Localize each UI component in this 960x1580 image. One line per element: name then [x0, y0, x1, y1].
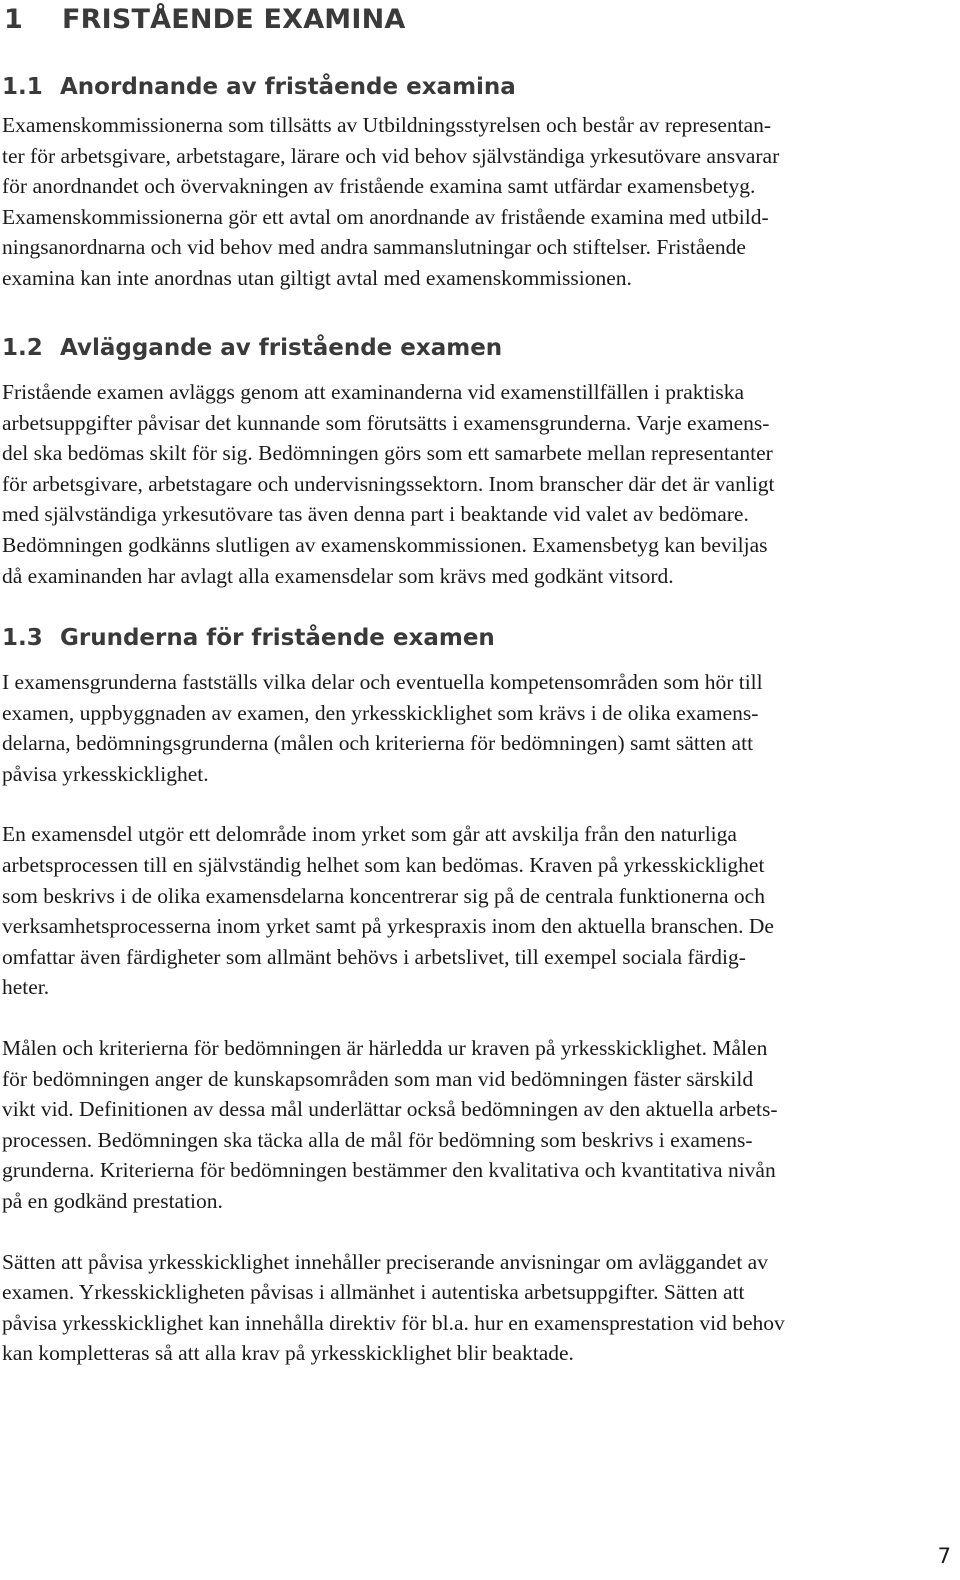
text-line: heter. — [2, 975, 50, 1000]
text-line: på en godkänd prestation. — [2, 1188, 223, 1213]
text-line: Bedömningen godkänns slutligen av examenskommissionen. Examensbetyg kan beviljas — [2, 532, 768, 557]
text-line: kan kompletteras så att alla krav på yrkesskicklighet blir beaktade. — [2, 1341, 574, 1366]
text-line: för arbetsgivare, arbetstagare och undervisningssektorn. Inom branscher där det är vanligt — [2, 471, 775, 496]
text-line: för anordnandet och övervakningen av fristående examina samt utfärdar examensbetyg. — [2, 174, 756, 199]
text-line: Sätten att påvisa yrkesskicklighet innehåller preciserande anvisningar om avläggandet av — [2, 1249, 768, 1274]
paragraph — [2, 667, 952, 789]
text-line: ningsanordnarna och vid behov med andra sammanslutningar och stiftelser. Fristående — [2, 235, 746, 260]
section-heading — [2, 331, 952, 365]
paragraph — [2, 819, 952, 1003]
text-line: arbetsuppgifter påvisar det kunnande som förutsätts i examensgrunderna. Varje examens- — [2, 410, 770, 435]
text-line: Examenskommissionerna som tillsätts av Utbildningsstyrelsen och består av representan- — [2, 113, 772, 137]
section-number: 1.2 — [2, 335, 43, 361]
section-heading — [2, 70, 952, 104]
text-line: del ska bedömas skilt för sig. Bedömningen görs som ett samarbete mellan representanter — [2, 441, 773, 466]
text-line: En examensdel utgör ett delområde inom yrket som går att avskilja från den naturliga — [2, 822, 737, 847]
chapter-number: 1 — [4, 4, 23, 35]
text-line: verksamhetsprocesserna inom yrket samt på yrkespraxis inom den aktuella branschen. De — [2, 914, 774, 939]
text-line: som beskrivs i de olika examensdelarna koncentrerar sig på de centrala funktionerna och — [2, 883, 765, 908]
paragraph — [2, 1247, 952, 1369]
text-line: vikt vid. Definitionen av dessa mål underlättar också bedömningen av den aktuella arbets- — [2, 1097, 778, 1122]
text-line: grunderna. Kriterierna för bedömningen bestämmer den kvalitativa och kvantitativa nivån — [2, 1158, 776, 1183]
text-line: arbetsprocessen till en självständig helhet som kan bedömas. Kraven på yrkesskicklighet — [2, 852, 765, 877]
paragraph — [2, 377, 952, 591]
section-heading — [2, 621, 952, 655]
text-line: för bedömningen anger de kunskapsområden som man vid bedömningen fäster särskild — [2, 1066, 754, 1091]
section-title: Grunderna för fristående examen — [60, 625, 495, 651]
paragraph — [2, 110, 952, 294]
section-1-1 — [2, 70, 952, 294]
text-line: processen. Bedömningen ska täcka alla de mål för bedömning som beskrivs i examens- — [2, 1127, 753, 1152]
section-1-3 — [2, 621, 952, 1369]
text-line: examen. Yrkesskickligheten påvisas i allmänhet i autentiska arbetsuppgifter. Sätten att — [2, 1280, 745, 1305]
chapter-title — [4, 2, 406, 38]
text-line: examen, uppbyggnaden av examen, den yrkesskicklighet som krävs i de olika examens- — [2, 700, 759, 725]
text-line: I examensgrunderna fastställs vilka delar och eventuella kompetensområden som hör till — [2, 670, 763, 694]
text-line: examina kan inte anordnas utan giltigt avtal med examenskommissionen. — [2, 265, 632, 290]
section-title: Avläggande av fristående examen — [60, 335, 503, 361]
text-line: Fristående examen avläggs genom att examinanderna vid examenstillfällen i praktiska — [2, 380, 745, 404]
page-number: 7 — [937, 1544, 951, 1568]
text-line: påvisa yrkesskicklighet. — [2, 761, 209, 786]
section-number: 1.1 — [2, 74, 43, 100]
text-line: Målen och kriterierna för bedömningen är härledda ur kraven på yrkesskicklighet. Målen — [2, 1035, 768, 1060]
text-line: då examinanden har avlagt alla examensdelar som krävs med godkänt vitsord. — [2, 563, 674, 588]
section-number: 1.3 — [2, 625, 43, 651]
text-line: ter för arbetsgivare, arbetstagare, lärare och vid behov självständiga yrkesutövare ansvarar — [2, 143, 780, 168]
paragraph — [2, 1033, 952, 1217]
text-line: med självständiga yrkesutövare tas även denna part i beaktande vid valet av bedömare. — [2, 502, 749, 527]
section-1-2 — [2, 331, 952, 591]
text-line: påvisa yrkesskicklighet kan innehålla direktiv för bl.a. hur en examensprestation vid behov — [2, 1310, 785, 1335]
chapter-title-text: FRISTÅENDE EXAMINA — [62, 4, 406, 35]
section-title: Anordnande av fristående examina — [60, 74, 516, 100]
text-line: omfattar även färdigheter som allmänt behövs i arbetslivet, till exempel sociala färdig- — [2, 944, 746, 969]
text-line: delarna, bedömningsgrunderna (målen och kriterierna för bedömningen) samt sätten att — [2, 731, 754, 756]
text-line: Examenskommissionerna gör ett avtal om anordnande av fristående examina med utbild- — [2, 204, 769, 229]
